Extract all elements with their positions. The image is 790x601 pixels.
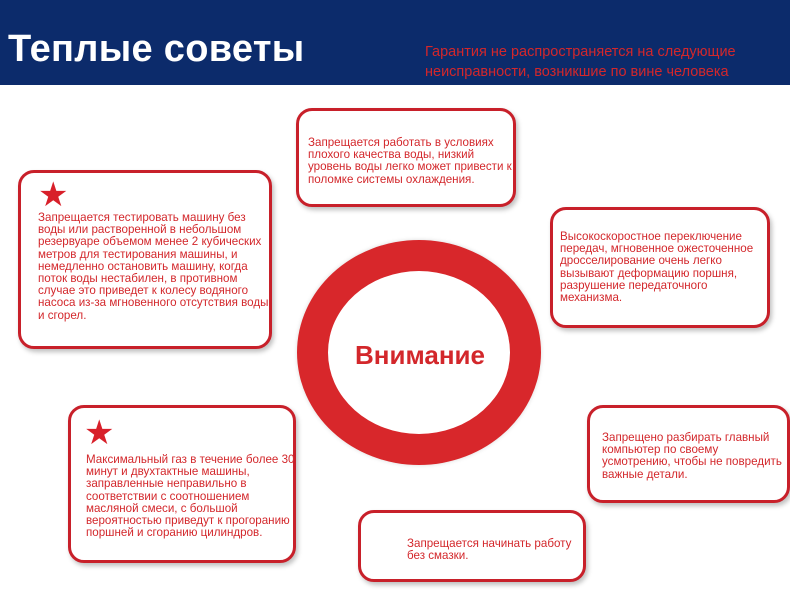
tip-card-max-gas [68,405,296,563]
tip-card-computer [587,405,790,503]
tip-card-lubrication [358,510,586,582]
tip-text-testing: Запрещается тестировать машину без воды или растворенной в небольшом резервуаре объемом менее 2 кубических метров для тестирования машины, и немедленно остановить машину, когда поток воды нестабилен, в противном случае это приведет к колесу водяного насоса из-за мгновенного отсутствия воды и сгорел. [38,211,269,322]
tip-card-testing [18,170,272,349]
header-banner [0,0,790,85]
tip-text-water-quality: Запрещается работать в условиях плохого качества воды, низкий уровень воды легко может привести к поломке системы охлаждения. [308,136,512,186]
tip-text-throttle: Высокоскоростное переключение передач, мгновенное ожесточенное дросселирование очень легко вызывают деформацию поршня, разрушение передаточного механизма. [560,230,754,305]
tip-card-throttle [550,207,770,328]
tip-text-max-gas: Максимальный газ в течение более 30 минут и двухтактные машины, заправленные неправильно в соответствии с соотношением масляной смеси, с большой вероятностью приведут к прогоранию поршней и сгоранию цилиндров. [86,453,295,540]
star-icon: ★ [84,413,115,453]
tip-text-lubrication: Запрещается начинать работу без смазки. [407,537,572,563]
attention-label: Внимание [355,340,485,370]
warranty-note: Гарантия не распространяется на следующие неисправности, возникшие по вине человека [425,44,736,80]
tip-text-computer: Запрещено разбирать главный компьютер по своему усмотрению, чтобы не повредить важные детали. [602,431,782,481]
page-title: Теплые советы [8,28,305,70]
star-icon: ★ [38,175,69,215]
tip-card-water-quality [296,108,516,207]
